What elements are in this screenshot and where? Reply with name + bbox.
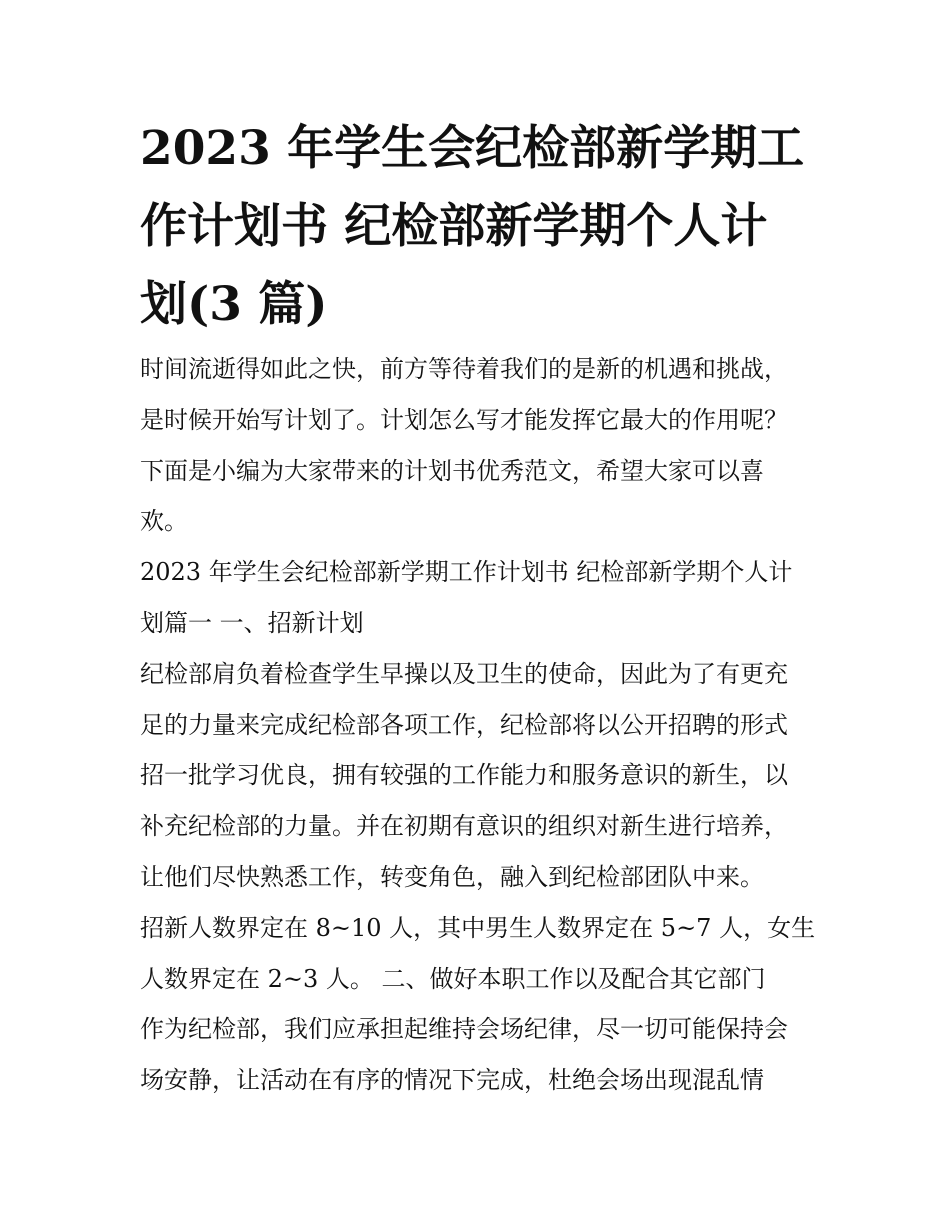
- document-page: [140, 110, 815, 1106]
- intro-paragraph: [140, 344, 815, 547]
- text-line: 欢。: [140, 507, 188, 536]
- text-line: 作为纪检部，我们应承担起维持会场纪律，尽一切可能保持会: [140, 1015, 788, 1044]
- text-line: 招一批学习优良，拥有较强的工作能力和服务意识的新生，以: [140, 761, 788, 790]
- title-line: 2023 年学生会纪检部新学期工: [140, 121, 805, 176]
- section-heading: [140, 547, 815, 649]
- title-line: 划(3 篇): [140, 277, 328, 332]
- body-paragraph-quota: [140, 903, 815, 1005]
- title-line: 作计划书 纪检部新学期个人计: [140, 199, 768, 254]
- text-line: 下面是小编为大家带来的计划书优秀范文，希望大家可以喜: [140, 456, 764, 485]
- text-line: 补充纪检部的力量。并在初期有意识的组织对新生进行培养，: [140, 812, 788, 841]
- text-line: 人数界定在 2~3 人。 二、做好本职工作以及配合其它部门: [140, 964, 766, 993]
- text-line: 2023 年学生会纪检部新学期工作计划书 纪检部新学期个人计: [140, 558, 793, 587]
- body-paragraph-recruitment: [140, 649, 815, 903]
- body-paragraph-duties: [140, 1004, 815, 1106]
- text-line: 划篇一 一、招新计划: [140, 608, 364, 637]
- text-line: 招新人数界定在 8~10 人，其中男生人数界定在 5~7 人，女生: [140, 913, 816, 942]
- text-line: 纪检部肩负着检查学生早操以及卫生的使命，因此为了有更充: [140, 659, 788, 688]
- text-line: 场安静，让活动在有序的情况下完成，杜绝会场出现混乱情: [140, 1066, 764, 1095]
- text-line: 让他们尽快熟悉工作，转变角色，融入到纪检部团队中来。: [140, 862, 764, 891]
- document-title: [140, 110, 815, 344]
- text-line: 足的力量来完成纪检部各项工作，纪检部将以公开招聘的形式: [140, 710, 788, 739]
- text-line: 时间流逝得如此之快，前方等待着我们的是新的机遇和挑战，: [140, 355, 788, 383]
- text-line: 是时候开始写计划了。计划怎么写才能发挥它最大的作用呢？: [140, 405, 788, 434]
